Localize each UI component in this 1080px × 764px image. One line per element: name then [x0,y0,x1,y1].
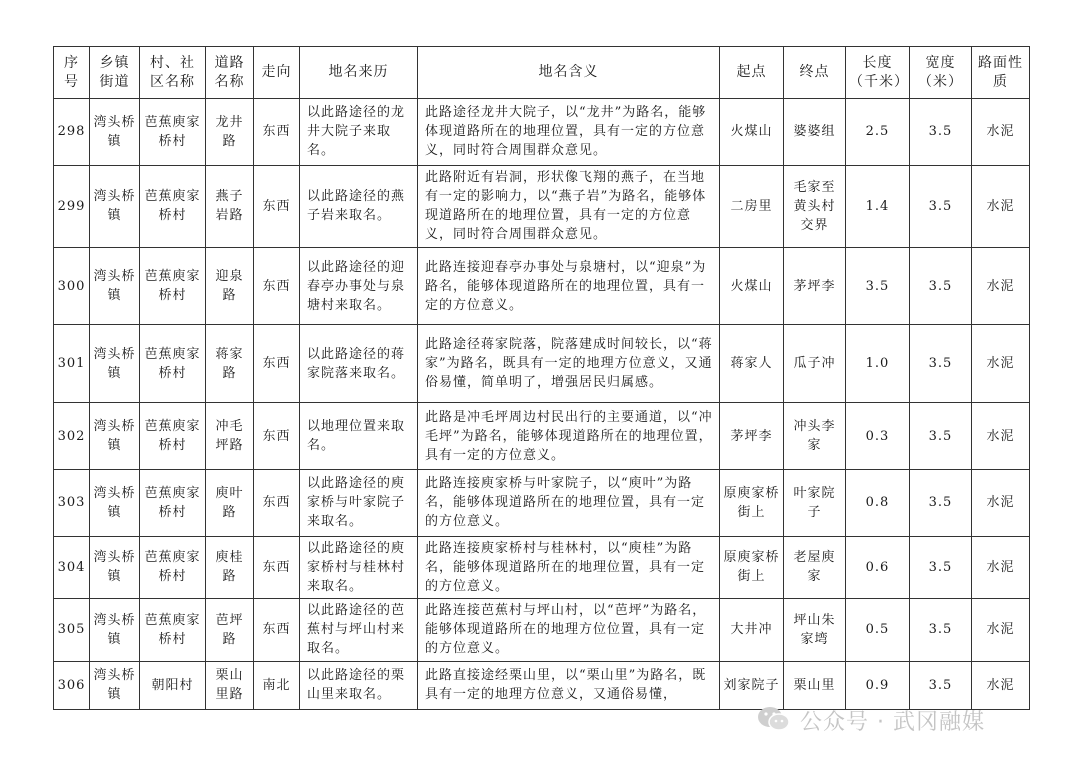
end-cell: 茅坪李 [784,248,846,325]
serial-cell: 298 [54,99,90,166]
length-cell: 0.6 [846,536,910,599]
direction-cell: 东西 [254,99,300,166]
road-name-cell: 燕子岩路 [206,165,254,248]
meaning-cell: 此路连接芭蕉村与坪山村，以“芭坪”为路名，能够体现道路所在的地理方位位置，具有一定的方位意义。 [418,599,720,662]
length-cell: 1.4 [846,165,910,248]
surface-cell: 水泥 [972,324,1030,403]
start-cell: 茅坪李 [720,403,784,470]
serial-cell: 306 [54,661,90,709]
start-cell: 火煤山 [720,248,784,325]
header-col-serial: 序号 [54,47,90,99]
length-cell: 0.9 [846,661,910,709]
direction-cell: 东西 [254,165,300,248]
end-cell: 冲头李家 [784,403,846,470]
town-cell: 湾头桥镇 [90,599,140,662]
origin-cell: 以此路途径的庾家桥与叶家院子来取名。 [300,470,418,537]
start-cell: 大井冲 [720,599,784,662]
origin-cell: 以此路途径的燕子岩来取名。 [300,165,418,248]
width-cell: 3.5 [910,661,972,709]
town-cell: 湾头桥镇 [90,536,140,599]
table-row [54,536,1030,599]
road-name-cell: 庾桂路 [206,536,254,599]
start-cell: 二房里 [720,165,784,248]
direction-cell: 东西 [254,470,300,537]
serial-cell: 303 [54,470,90,537]
town-cell: 湾头桥镇 [90,661,140,709]
origin-cell: 以此路途径的栗山里来取名。 [300,661,418,709]
road-name-cell: 迎泉路 [206,248,254,325]
table-row [54,99,1030,166]
town-cell: 湾头桥镇 [90,99,140,166]
town-cell: 湾头桥镇 [90,324,140,403]
header-col-village: 村、社区名称 [140,47,206,99]
serial-cell: 300 [54,248,90,325]
table-row [54,599,1030,662]
meaning-cell: 此路是冲毛坪周边村民出行的主要通道，以“冲毛坪”为路名，能够体现道路所在的地理位置，具有一定的方位意义。 [418,403,720,470]
width-cell: 3.5 [910,165,972,248]
width-cell: 3.5 [910,470,972,537]
end-cell: 坪山朱家塆 [784,599,846,662]
length-cell: 3.5 [846,248,910,325]
header-col-length: 长度（千米） [846,47,910,99]
end-cell: 栗山里 [784,661,846,709]
surface-cell: 水泥 [972,248,1030,325]
road-name-cell: 芭坪路 [206,599,254,662]
length-cell: 1.0 [846,324,910,403]
meaning-cell: 此路连接庾家桥与叶家院子，以“庾叶”为路名，能够体现道路所在的地理位置，具有一定的方位意义。 [418,470,720,537]
header-col-end: 终点 [784,47,846,99]
end-cell: 叶家院子 [784,470,846,537]
length-cell: 0.3 [846,403,910,470]
serial-cell: 305 [54,599,90,662]
watermark-text: 公众号 · 武冈融媒 [800,710,985,735]
surface-cell: 水泥 [972,599,1030,662]
origin-cell: 以此路途径的庾家桥村与桂林村来取名。 [300,536,418,599]
width-cell: 3.5 [910,536,972,599]
town-cell: 湾头桥镇 [90,165,140,248]
table-row [54,324,1030,403]
town-cell: 湾头桥镇 [90,248,140,325]
origin-cell: 以此路途径的迎春亭办事处与泉塘村来取名。 [300,248,418,325]
start-cell: 刘家院子 [720,661,784,709]
direction-cell: 东西 [254,599,300,662]
table-row [54,403,1030,470]
road-name-cell: 龙井路 [206,99,254,166]
village-cell: 芭蕉庾家桥村 [140,248,206,325]
serial-cell: 304 [54,536,90,599]
meaning-cell: 此路途径蒋家院落，院落建成时间较长，以“蒋家”为路名，既具有一定的地理方位意义，又通俗易懂，简单明了，增强居民归属感。 [418,324,720,403]
header-col-road-name: 道路名称 [206,47,254,99]
header-col-direction: 走向 [254,47,300,99]
village-cell: 芭蕉庾家桥村 [140,324,206,403]
direction-cell: 东西 [254,248,300,325]
end-cell: 老屋庾家 [784,536,846,599]
header-col-width: 宽度（米） [910,47,972,99]
village-cell: 芭蕉庾家桥村 [140,165,206,248]
road-name-cell: 庾叶路 [206,470,254,537]
direction-cell: 东西 [254,536,300,599]
length-cell: 2.5 [846,99,910,166]
serial-cell: 302 [54,403,90,470]
header-col-name-origin: 地名来历 [300,47,418,99]
width-cell: 3.5 [910,248,972,325]
length-cell: 0.8 [846,470,910,537]
header-col-name-meaning: 地名含义 [418,47,720,99]
direction-cell: 东西 [254,403,300,470]
town-cell: 湾头桥镇 [90,470,140,537]
end-cell: 婆婆组 [784,99,846,166]
surface-cell: 水泥 [972,661,1030,709]
meaning-cell: 此路附近有岩洞，形状像飞翔的燕子，在当地有一定的影响力，以“燕子岩”为路名，能够体现道路所在的地理位置，具有一定的方位意义，同时符合周围群众意见。 [418,165,720,248]
road-name-cell: 蒋家路 [206,324,254,403]
road-name-cell: 冲毛坪路 [206,403,254,470]
origin-cell: 以此路途径的龙井大院子来取名。 [300,99,418,166]
surface-cell: 水泥 [972,536,1030,599]
start-cell: 原庾家桥街上 [720,536,784,599]
village-cell: 芭蕉庾家桥村 [140,470,206,537]
village-cell: 朝阳村 [140,661,206,709]
width-cell: 3.5 [910,403,972,470]
serial-cell: 299 [54,165,90,248]
width-cell: 3.5 [910,324,972,403]
width-cell: 3.5 [910,599,972,662]
width-cell: 3.5 [910,99,972,166]
surface-cell: 水泥 [972,165,1030,248]
direction-cell: 南北 [254,661,300,709]
village-cell: 芭蕉庾家桥村 [140,99,206,166]
table-row [54,248,1030,325]
start-cell: 蒋家人 [720,324,784,403]
meaning-cell: 此路连接庾家桥村与桂林村，以“庾桂”为路名，能够体现道路所在的地理位置，具有一定的方位意义。 [418,536,720,599]
length-cell: 0.5 [846,599,910,662]
village-cell: 芭蕉庾家桥村 [140,536,206,599]
header-col-town: 乡镇街道 [90,47,140,99]
meaning-cell: 此路途径龙井大院子，以“龙井”为路名，能够体现道路所在的地理位置，具有一定的方位意义，同时符合周围群众意见。 [418,99,720,166]
village-cell: 芭蕉庾家桥村 [140,599,206,662]
table-row [54,470,1030,537]
start-cell: 原庾家桥街上 [720,470,784,537]
surface-cell: 水泥 [972,99,1030,166]
surface-cell: 水泥 [972,470,1030,537]
serial-cell: 301 [54,324,90,403]
table-row [54,661,1030,709]
origin-cell: 以地理位置来取名。 [300,403,418,470]
village-cell: 芭蕉庾家桥村 [140,403,206,470]
table-header-row [54,47,1030,99]
meaning-cell: 此路直接途经栗山里，以“栗山里”为路名，既具有一定的地理方位意义，又通俗易懂， [418,661,720,709]
header-col-surface: 路面性质 [972,47,1030,99]
meaning-cell: 此路连接迎春亭办事处与泉塘村，以“迎泉”为路名，能够体现道路所在的地理位置，具有一定的方位意义。 [418,248,720,325]
surface-cell: 水泥 [972,403,1030,470]
end-cell: 毛家至黄头村交界 [784,165,846,248]
end-cell: 瓜子冲 [784,324,846,403]
town-cell: 湾头桥镇 [90,403,140,470]
direction-cell: 东西 [254,324,300,403]
origin-cell: 以此路途径的蒋家院落来取名。 [300,324,418,403]
origin-cell: 以此路途径的芭蕉村与坪山村来取名。 [300,599,418,662]
road-naming-table [53,46,1030,710]
table-row [54,165,1030,248]
header-col-start: 起点 [720,47,784,99]
road-name-cell: 栗山里路 [206,661,254,709]
start-cell: 火煤山 [720,99,784,166]
